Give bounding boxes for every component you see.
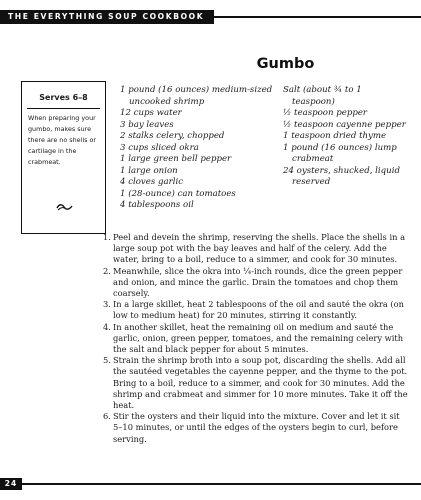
- step-text: In a large skillet, heat 2 tablespoons of the oil and sauté the okra (on low to medium heat) for 20 minutes, stirring it constantly.: [113, 299, 404, 321]
- ingredient: 1 pound (16 ounces) medium-sized uncooked shrimp: [120, 85, 273, 107]
- ingredient: 1 large green bell pepper: [120, 154, 232, 165]
- step-text: Stir the oysters and their liquid into the mixture. Cover and let it sit 5–10 minutes, or until the edges of the oysters begin to curl, before serving.: [113, 411, 400, 444]
- serves-sidebar: [21, 81, 106, 234]
- instruction-step: [103, 232, 408, 266]
- ingredient-list-left: [120, 85, 280, 212]
- instruction-step: [103, 266, 408, 300]
- ingredient: Salt (about ¾ to 1 teaspoon): [283, 85, 362, 107]
- page-footer: [0, 478, 421, 490]
- ingredient: 12 cups water: [120, 108, 182, 119]
- ingredient: 1 large onion: [120, 165, 178, 176]
- step-number: 2.: [103, 265, 111, 276]
- instruction-step: [103, 299, 408, 321]
- ingredient: 4 tablespoons oil: [120, 200, 194, 211]
- sidebar-note: When preparing your gumbo, makes sure there are no shells or cartilage in the crabmeat.: [28, 114, 97, 166]
- step-number: 5.: [103, 355, 111, 366]
- step-text: Meanwhile, slice the okra into ¼-inch rounds, dice the green pepper and onion, and mince the garlic. Drain the tomatoes and chop them coarsely.: [113, 265, 403, 299]
- sidebar-rule: [27, 108, 100, 109]
- instruction-step: [103, 322, 408, 356]
- instruction-steps: [103, 232, 408, 445]
- ingredient-list-right: [283, 85, 407, 189]
- step-number: 6.: [103, 411, 111, 422]
- book-title: THE EVERYTHING SOUP COOKBOOK: [0, 10, 214, 24]
- ingredient: ½ teaspoon cayenne pepper: [283, 119, 406, 130]
- ingredient: 1 teaspoon dried thyme: [283, 131, 387, 142]
- step-number: 3.: [103, 299, 111, 310]
- page-number: 24: [0, 478, 22, 490]
- step-number: 1.: [103, 232, 111, 242]
- ingredient: 1 pound (16 ounces) lump crabmeat: [283, 142, 397, 165]
- ingredient: 1 (28-ounce) can tomatoes: [120, 188, 236, 199]
- page-header: [0, 10, 421, 26]
- flourish-icon: [55, 202, 75, 212]
- instruction-step: [103, 411, 408, 445]
- header-rule: [214, 16, 421, 18]
- ingredient: ½ teaspoon pepper: [283, 108, 368, 119]
- serves-label: Serves 6–8: [39, 93, 88, 102]
- ingredient: 2 stalks celery, chopped: [120, 131, 225, 142]
- recipe-title: Gumbo: [256, 56, 315, 72]
- ingredient: 3 bay leaves: [120, 119, 174, 130]
- step-number: 4.: [103, 321, 111, 332]
- step-text: Strain the shrimp broth into a soup pot, discarding the shells. Add all the sautéed vegetables the cayenne pepper, and the thyme to the pot. Bring to a boil, reduce to a simmer, and cook for 30 minutes. Add the shrimp and crabmeat and simmer for 10 more minutes. Take it off the heat.: [113, 355, 408, 411]
- ingredient: 24 oysters, shucked, liquid reserved: [283, 165, 400, 188]
- ingredient: 4 cloves garlic: [120, 177, 184, 188]
- ingredient: 3 cups sliced okra: [120, 142, 199, 153]
- instruction-step: [103, 355, 408, 411]
- footer-rule: [22, 483, 421, 485]
- step-text: In another skillet, heat the remaining oil on medium and sauté the garlic, onion, green pepper, tomatoes, and the remaining celery with the salt and black pepper for about 5 minutes.: [113, 321, 404, 355]
- step-text: Peel and devein the shrimp, reserving the shells. Place the shells in a large soup pot with the bay leaves and half of the celery. Add the water, bring to a boil, reduce to a simmer, and cook for 30 minutes.: [113, 232, 406, 265]
